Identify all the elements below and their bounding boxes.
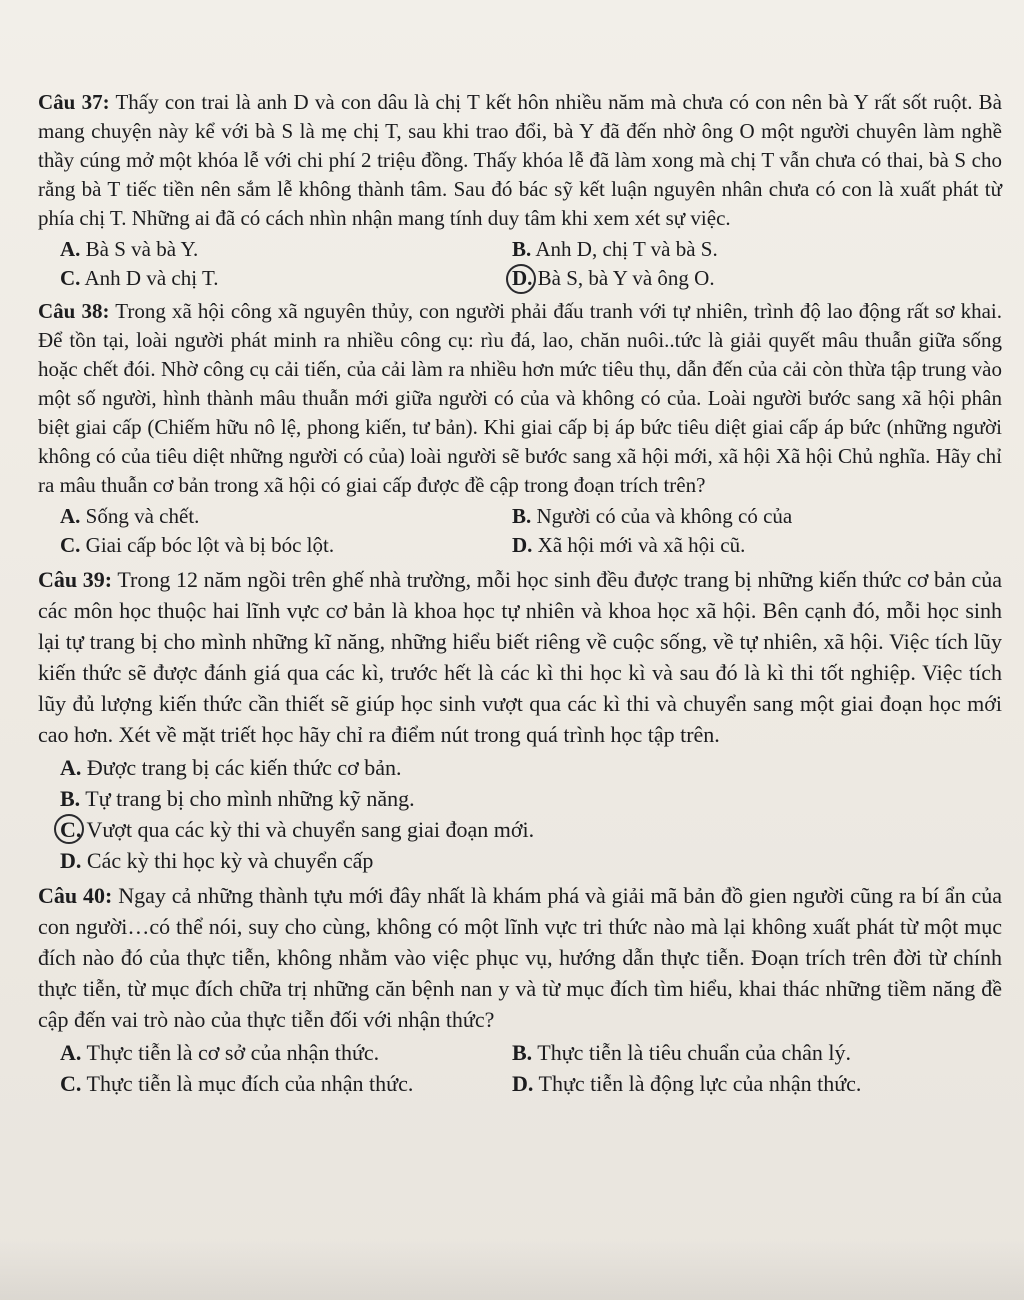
option-c[interactable]: [60, 814, 1002, 845]
question-40: [38, 880, 1002, 1099]
option-letter: D.: [512, 266, 533, 290]
paper-shadow: [0, 1240, 1024, 1300]
option-letter: A.: [60, 755, 82, 780]
option-text: Được trang bị các kiến thức cơ bản.: [86, 755, 402, 780]
option-text: Thực tiễn là mục đích của nhận thức.: [86, 1071, 414, 1096]
question-38: [38, 297, 1002, 560]
option-a[interactable]: [60, 752, 1002, 783]
option-text: Bà S, bà Y và ông O.: [537, 266, 715, 290]
question-text: Trong 12 năm ngồi trên ghế nhà trường, mỗi học sinh đều được trang bị những kiến thức cơ bản của các môn học thuộc hai lĩnh vực cơ bản là khoa học tự nhiên và khoa học xã hội. Bên cạnh đó, mỗi học sinh lại tự trang bị cho mình những kĩ năng, những hiểu biết riêng về cuộc sống, về tự nhiên, xã hội. Việc tích lũy kiến thức sẽ được đánh giá qua các kì, trước hết là các kì thi học kì và sau đó là kì thi tốt nghiệp. Việc tích lũy đủ lượng kiến thức cần thiết sẽ giúp học sinh vượt qua các kì thi và chuyển sang một giai đoạn học mới cao hơn. Xét về mặt triết học hãy chỉ ra điểm nút trong quá trình học tập trên.: [38, 567, 1002, 747]
option-text: Vượt qua các kỳ thi và chuyển sang giai đoạn mới.: [86, 817, 535, 842]
option-b[interactable]: [512, 1037, 972, 1068]
question-37: [38, 88, 1002, 293]
question-37-options: [38, 235, 1002, 293]
option-a[interactable]: [60, 235, 512, 264]
option-b[interactable]: [512, 235, 972, 264]
option-letter: A.: [60, 1040, 82, 1065]
question-37-stem: [38, 88, 1002, 233]
question-38-stem: [38, 297, 1002, 500]
question-38-options: [38, 502, 1002, 560]
question-number: Câu 39:: [38, 567, 113, 592]
question-text: Thấy con trai là anh D và con dâu là chị T kết hôn nhiều năm mà chưa có con nên bà Y rất sốt ruột. Bà mang chuyện này kể với bà S là mẹ chị T, sau khi trao đổi, bà Y đã đến nhờ ông O một người chuyên làm nghề thầy cúng mở một khóa lễ với chi phí 2 triệu đồng. Thấy khóa lễ đã làm xong mà chị T vẫn chưa có thai, bà S cho rằng bà T tiếc tiền nên sắm lễ không thành tâm. Sau đó bác sỹ kết luận nguyên nhân chưa có con là xuất phát từ phía chị T. Những ai đã có cách nhìn nhận mang tính duy tâm khi xem xét sự việc.: [38, 90, 1003, 230]
option-text: Bà S và bà Y.: [85, 237, 199, 261]
option-letter: B.: [512, 504, 532, 528]
option-c[interactable]: [60, 1068, 512, 1099]
option-d[interactable]: [512, 1068, 972, 1099]
option-d[interactable]: [512, 531, 972, 560]
option-letter: B.: [60, 786, 81, 811]
option-text: Các kỳ thi học kỳ và chuyển cấp: [86, 848, 374, 873]
option-text: Người có của và không có của: [536, 504, 793, 528]
answer-circle-mark: [54, 814, 84, 844]
option-text: Anh D và chị T.: [84, 266, 219, 290]
option-letter: A.: [60, 504, 81, 528]
option-d[interactable]: [60, 845, 1002, 876]
option-d[interactable]: [512, 264, 972, 293]
question-40-stem: [38, 880, 1002, 1035]
option-text: Giai cấp bóc lột và bị bóc lột.: [85, 533, 335, 557]
option-letter: D.: [512, 533, 533, 557]
question-text: Trong xã hội công xã nguyên thủy, con người phải đấu tranh với tự nhiên, trình độ lao động rất sơ khai. Để tồn tại, loài người phát minh ra nhiều công cụ: rìu đá, lao, chăn nuôi..tức là giải quyết mâu thuẫn giữa sống hoặc chết đói. Nhờ công cụ cải tiến, của cải làm ra nhiều hơn mức tiêu thụ, dẫn đến của cải còn thừa tập trung vào một số người, hình thành mâu thuẫn mới giữa người có của và không có của. Loài người bước sang xã hội phân biệt giai cấp (Chiếm hữu nô lệ, phong kiến, tư bản). Khi giai cấp bị áp bức tiêu diệt giai cấp áp bức (những người không có của tiêu diệt những người có của) loài người sẽ bước sang xã hội mới, xã hội Xã hội Chủ nghĩa. Hãy chỉ ra mâu thuẫn cơ bản trong xã hội có giai cấp được đề cập trong đoạn trích trên?: [38, 299, 1003, 497]
option-b[interactable]: [60, 783, 1002, 814]
question-number: Câu 37:: [38, 90, 110, 114]
option-letter: C.: [60, 266, 81, 290]
option-text: Thực tiễn là động lực của nhận thức.: [538, 1071, 862, 1096]
option-text: Anh D, chị T và bà S.: [535, 237, 718, 261]
option-letter: D.: [60, 848, 82, 873]
option-a[interactable]: [60, 1037, 512, 1068]
question-40-options: [38, 1037, 1002, 1099]
option-letter: B.: [512, 237, 532, 261]
option-letter: B.: [512, 1040, 533, 1065]
question-number: Câu 38:: [38, 299, 110, 323]
option-text: Xã hội mới và xã hội cũ.: [537, 533, 746, 557]
answer-circle-mark: [506, 264, 536, 294]
question-39: [38, 564, 1002, 876]
option-letter: C.: [60, 1071, 82, 1096]
option-text: Tự trang bị cho mình những kỹ năng.: [85, 786, 415, 811]
option-letter: A.: [60, 237, 81, 261]
option-b[interactable]: [512, 502, 972, 531]
question-39-stem: [38, 564, 1002, 750]
option-c[interactable]: [60, 264, 512, 293]
question-39-options: [38, 752, 1002, 876]
option-letter: C.: [60, 817, 82, 842]
option-letter: D.: [512, 1071, 534, 1096]
option-text: Thực tiễn là cơ sở của nhận thức.: [86, 1040, 380, 1065]
option-text: Sống và chết.: [85, 504, 200, 528]
option-text: Thực tiễn là tiêu chuẩn của chân lý.: [537, 1040, 851, 1065]
option-a[interactable]: [60, 502, 512, 531]
option-c[interactable]: [60, 531, 512, 560]
question-number: Câu 40:: [38, 883, 113, 908]
question-text: Ngay cả những thành tựu mới đây nhất là khám phá và giải mã bản đồ gien người cũng ra bí ẩn của con người…có thể nói, suy cho cùng, không có một lĩnh vực tri thức nào mà lại không xuất phát từ một mục đích nào đó của thực tiễn, không nhằm vào việc phục vụ, hướng dẫn thực tiễn. Đoạn trích trên đời từ chính thực tiễn, từ mục đích chữa trị những căn bệnh nan y và từ mục đích tìm hiểu, khai thác những tiềm năng đề cập đến vai trò nào của thực tiễn đối với nhận thức?: [38, 883, 1002, 1032]
option-letter: C.: [60, 533, 81, 557]
